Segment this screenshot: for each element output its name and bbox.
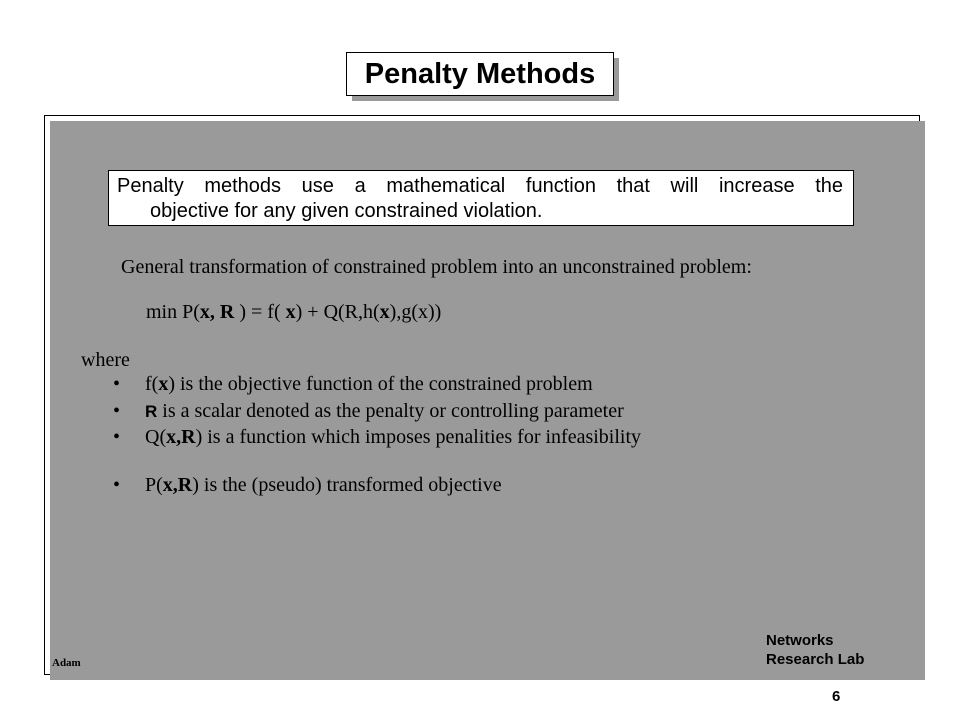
page-number: 6 <box>832 688 841 705</box>
content-frame <box>44 115 920 675</box>
bullet-pre: f( <box>145 373 159 395</box>
bullet-icon: • <box>113 474 121 496</box>
bullet-pre: P( <box>145 474 163 496</box>
bullet-post: ) is a function which imposes penalities for infeasibility <box>195 426 642 448</box>
footer-lab-line-1: Networks <box>766 632 834 649</box>
bullet-item <box>113 426 641 449</box>
formula-part: min P( <box>146 301 200 323</box>
bullet-post: ) is the objective function of the constrained problem <box>168 373 593 395</box>
formula-bold: x, R <box>199 301 235 323</box>
bullet-item <box>113 373 593 396</box>
penalty-formula <box>146 301 441 324</box>
bullet-item <box>113 400 624 423</box>
formula-bold: x <box>379 301 390 323</box>
general-transformation-text: General transformation of constrained problem into an unconstrained problem: <box>121 256 752 278</box>
formula-part: ) = f( <box>234 301 286 323</box>
bullet-pre: Q( <box>145 426 167 448</box>
bullet-post: is a scalar denoted as the penalty or controlling parameter <box>157 400 624 422</box>
bullet-bold: x,R <box>162 474 193 496</box>
bullet-icon: • <box>113 373 121 395</box>
formula-bold: x <box>285 301 296 323</box>
bullet-icon: • <box>113 400 121 422</box>
bullet-post: ) is the (pseudo) transformed objective <box>192 474 502 496</box>
where-label: where <box>81 349 130 371</box>
bullet-bold: x,R <box>166 426 196 448</box>
slide-title-text: Penalty Methods <box>364 57 596 90</box>
footer-lab-line-2: Research Lab <box>766 651 865 668</box>
formula-part: ),g(x)) <box>389 301 442 323</box>
footer-lab <box>766 631 864 669</box>
intro-box <box>108 170 854 226</box>
slide-title <box>346 52 614 96</box>
bullet-icon: • <box>113 426 121 448</box>
footer-author: Adam <box>52 657 81 669</box>
formula-part: ) + Q(R,h( <box>295 301 380 323</box>
intro-line-2: objective for any given constrained violation. <box>150 200 543 222</box>
bullet-bold: R <box>145 402 158 421</box>
intro-line-1: Penalty methods use a mathematical function that will increase the <box>117 175 843 197</box>
bullet-item <box>113 474 502 497</box>
bullet-bold: x <box>158 373 169 395</box>
